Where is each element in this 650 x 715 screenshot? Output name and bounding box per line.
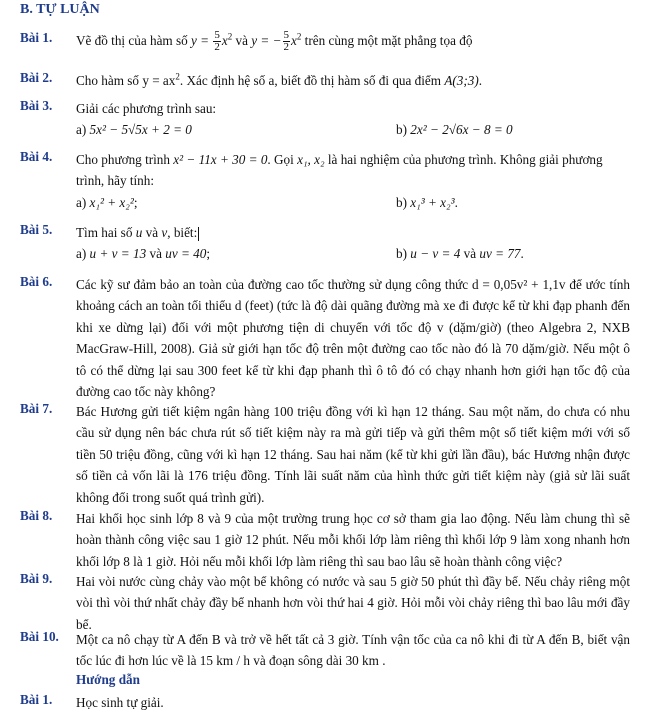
exercise-statement (76, 222, 630, 243)
text-segment: Cho phương trình (76, 152, 174, 167)
fraction (213, 30, 221, 53)
expression: u + v = 13 (89, 246, 147, 262)
exercise-intro: Giải các phương trình sau: (76, 101, 217, 116)
text-segment: và (142, 225, 162, 240)
exercise-text (76, 149, 630, 213)
punctuation: ; (133, 194, 138, 210)
subquestion-row (64, 243, 630, 264)
formula: y = ax (142, 73, 176, 88)
formula-prefix: y = (191, 33, 213, 48)
exercise-text: Hai vòi nước cùng chảy vào một bể không có nước và sau 5 giờ 50 phút thì đầy bể. Nếu chảy riêng một vòi thì vòi thứ nhất chảy đầy bể nhanh hơn vòi thứ hai 4 giờ. Hỏi mỗi vòi chảy riêng thì bao lâu mới đầy bể. (76, 574, 630, 632)
fraction-numerator: 5 (214, 29, 220, 42)
punctuation: . (454, 194, 458, 210)
exercise-label: Bài 10. (20, 629, 59, 644)
solution-1 (20, 692, 630, 713)
punctuation: . (520, 246, 524, 262)
exercise-8 (20, 508, 630, 572)
exercise-text (76, 274, 630, 402)
exercise-text: Một ca nô chạy từ A đến B và trở về hết tất cả 3 giờ. Tính vận tốc của ca nô khi đi từ A đến B, biết vận tốc lúc đi hơn lúc về là 15 km / h và đoạn sông dài 30 km . (76, 632, 630, 669)
formula: d = 0,05v² + 1,1v (472, 277, 566, 292)
formula-variable: x (221, 33, 228, 48)
text-segment: Cho hàm số (76, 73, 143, 88)
text-segment: . Gọi (267, 152, 298, 167)
punctuation: ; (206, 246, 211, 262)
section-title: B. TỰ LUẬN (20, 2, 100, 17)
exercise-label: Bài 3. (20, 98, 53, 113)
subquestion-row (64, 119, 630, 140)
exercise-label: Bài 4. (20, 149, 53, 164)
text-cursor (198, 227, 199, 241)
exponent: 2 (227, 31, 233, 42)
exercise-statement (76, 149, 630, 192)
exercise-label: Bài 6. (20, 274, 53, 289)
text-segment: và (460, 246, 480, 262)
subquestion-b (396, 192, 458, 213)
exercise-2 (20, 70, 630, 91)
exercise-text: Bác Hương gửi tiết kiệm ngân hàng 100 triệu đồng với kì hạn 12 tháng. Sau một năm, do chưa có nhu cầu sử dụng nên bác chưa rút số tiết kiệm này ra mà gửi tiếp và gửi thêm một số tiết kiệm mới với số tiền 50 triệu đồng, cũng với kì hạn 12 tháng. Sau hai năm (kể từ khi gửi lần đầu), bác Hương nhận được số tiền cả vốn lãi là 176 triệu đồng. Tính lãi suất năm của hình thức gửi tiết kiệm này (giả sử lãi suất không đổi trong suốt quá trình gửi). (76, 404, 630, 505)
text-segment: và (232, 33, 252, 48)
text-segment: Tìm hai số (76, 225, 136, 240)
equation: 2x² − 2√6x − 8 = 0 (410, 122, 513, 138)
exercise-label: Bài 9. (20, 571, 53, 586)
exponent: 2 (296, 31, 302, 42)
text-segment: Các kỹ sư đảm bảo an toàn của đường cao tốc thường sử dụng công thức (76, 277, 472, 292)
text-segment: . Xác định hệ số a, biết đồ thị hàm số đi qua điểm (179, 73, 445, 88)
exercise-text (76, 70, 630, 91)
exponent: 2 (175, 71, 180, 82)
exercise-5 (20, 222, 630, 265)
solution-text: Học sinh tự giải. (76, 695, 164, 710)
text-segment: để ước tính khoảng cách an toàn tối thiểu d (feet) (tức là độ dài quãng đường mà xe đi được kể từ khi đạp phanh đến khi xe dừng lại) đối với một phương tiện di chuyển với tốc độ v (dặm/giờ) (theo Algebra 2, NXB MacGraw-Hill, 2008). Giả sử giới hạn tốc độ trên một đường cao tốc nào đó là 70 dặm/giờ. Nếu một ô tô có thể dừng lại sau 300 feet kể từ khi đạp phanh thì ô tô đó có chạy nhanh hơn giới hạn tốc độ của đường cao tốc này không? (76, 277, 630, 400)
variable-v: v (161, 225, 168, 240)
text-segment: và (146, 246, 166, 262)
point-coordinates: A(3;3) (444, 73, 479, 88)
exercise-label: Bài 8. (20, 508, 53, 523)
exercise-4 (20, 149, 630, 213)
expression: x₁² + x₂² (89, 194, 134, 210)
roots: x₁, x₂ (297, 152, 325, 167)
exercise-7 (20, 401, 630, 508)
subquestion-label: b) (396, 246, 411, 262)
subquestion-label: a) (76, 194, 90, 210)
text-segment: trên cùng một mặt phẳng tọa độ (301, 33, 473, 48)
exercise-text (76, 222, 630, 265)
equation: 5x² − 5√5x + 2 = 0 (89, 122, 192, 138)
exercise-label: Bài 7. (20, 401, 53, 416)
formula-variable: x (291, 33, 297, 48)
fraction (283, 30, 291, 53)
exercise-10 (20, 629, 630, 672)
subquestion-label: a) (76, 246, 90, 262)
exercise-label: Bài 2. (20, 70, 53, 85)
formula-prefix: y = − (251, 33, 282, 48)
exercise-text: Hai khối học sinh lớp 8 và 9 của một trường trung học cơ sở tham gia lao động. Nếu làm chung thì sẽ hoàn thành công việc sau 1 giờ 12 phút. Nếu mỗi khối lớp làm riêng thì khối lớp 9 làm xong nhanh hơn khối lớp 8 là 1 giờ. Hỏi nếu mỗi khối lớp làm riêng thì sau bao lâu sẽ hoàn thành công việc? (76, 511, 630, 569)
subquestion-a (76, 119, 192, 140)
fraction-denominator: 2 (283, 41, 290, 54)
expression: u − v = 4 (410, 246, 461, 262)
exercise-text (76, 30, 630, 53)
text-segment: . (478, 73, 483, 88)
exercise-3 (20, 98, 630, 141)
expression: uv = 40 (165, 246, 207, 262)
subquestion-a (76, 192, 138, 213)
subquestion-row (64, 192, 630, 213)
text-segment: là hai nghiệm của phương trình. Không giải phương trình, hãy tính: (76, 152, 603, 189)
subquestion-a (76, 243, 210, 264)
guide-heading: Hướng dẫn (76, 672, 140, 687)
fraction-numerator: 5 (283, 29, 290, 42)
fraction-denominator: 2 (214, 41, 220, 54)
expression: uv = 77 (479, 246, 521, 262)
subquestion-label: b) (396, 122, 411, 138)
expression: x₁³ + x₂³ (410, 194, 455, 210)
variable-u: u (135, 225, 143, 240)
equation: x² − 11x + 30 = 0 (173, 152, 268, 167)
exercise-6 (20, 274, 630, 402)
subquestion-label: a) (76, 122, 90, 138)
exercise-label: Bài 5. (20, 222, 53, 237)
subquestion-label: b) (396, 194, 411, 210)
text-segment: , biết: (167, 225, 198, 240)
subquestion-b (396, 243, 524, 264)
solution-label: Bài 1. (20, 692, 53, 707)
subquestion-b (396, 119, 513, 140)
exercise-9 (20, 571, 630, 635)
exercise-1 (20, 30, 630, 53)
guide-heading-row (20, 672, 630, 688)
exercise-text (76, 98, 630, 141)
text-segment: Vẽ đồ thị của hàm số (76, 33, 191, 48)
exercise-label: Bài 1. (20, 30, 53, 45)
